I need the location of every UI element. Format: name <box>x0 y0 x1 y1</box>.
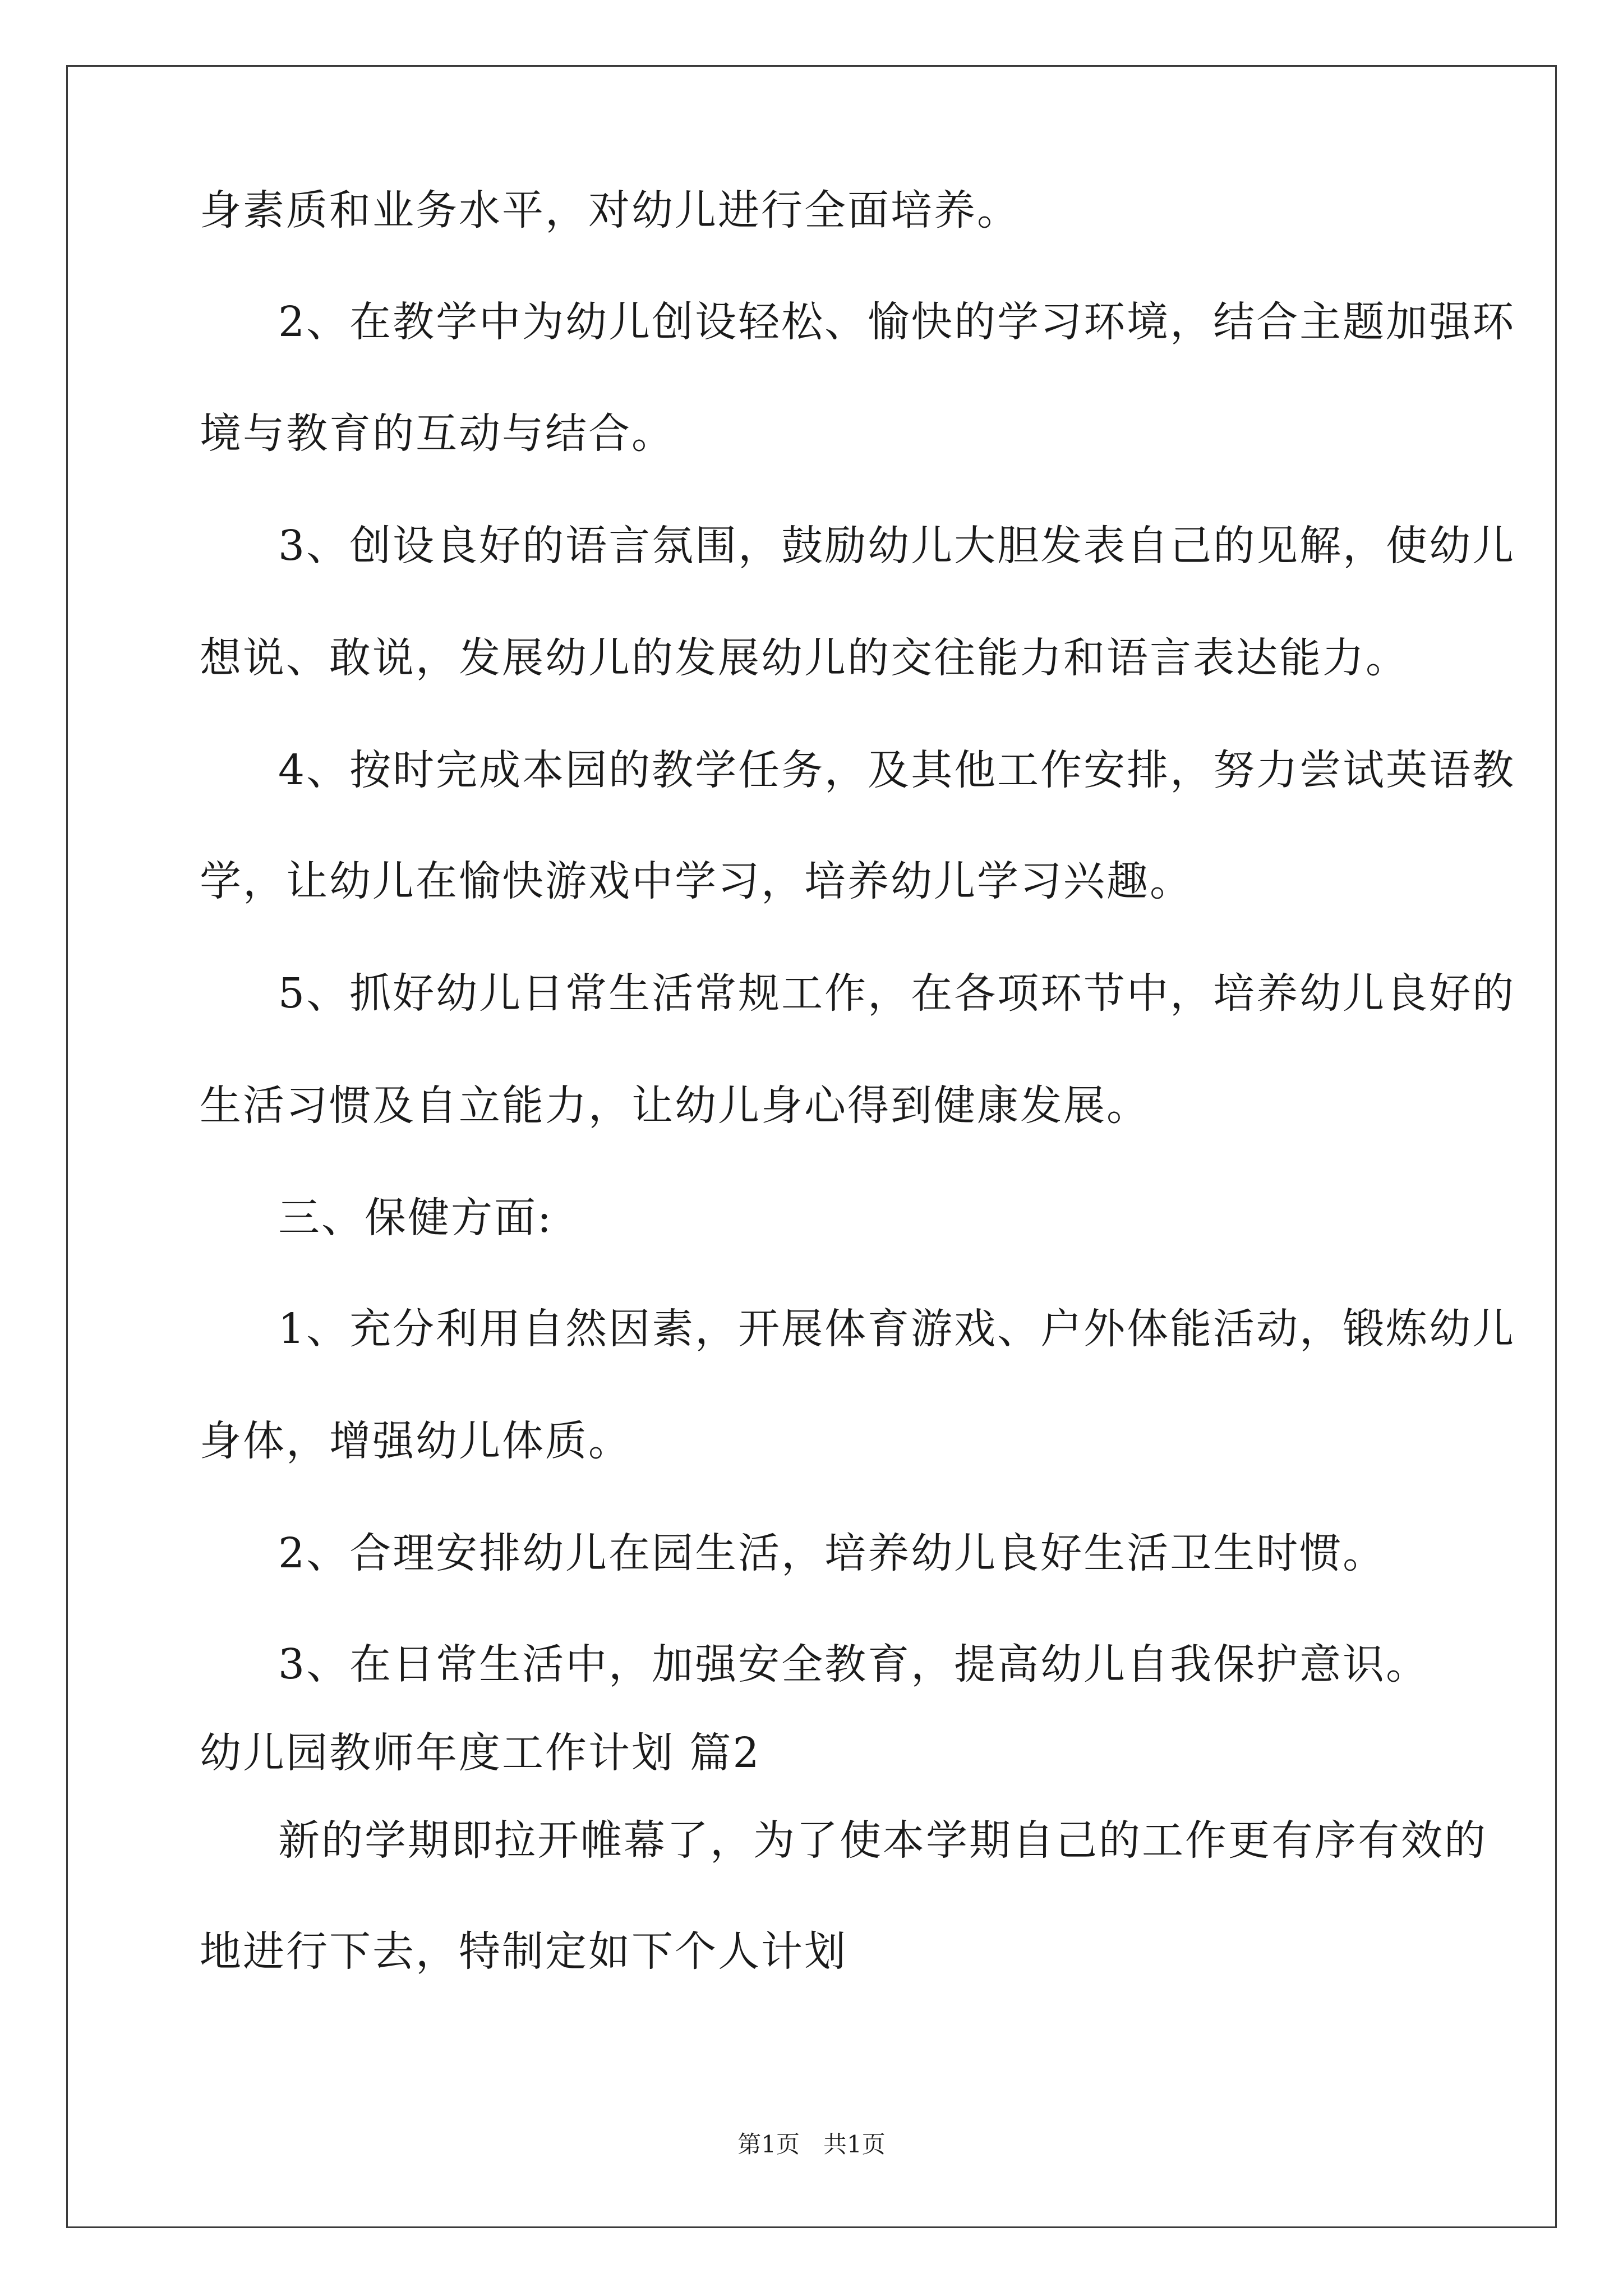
paragraph-line: 学，让幼儿在愉快游戏中学习，培养幼儿学习兴趣。 <box>200 857 1193 905</box>
paragraph-line: 想说、敢说，发展幼儿的发展幼儿的交往能力和语言表达能力。 <box>200 634 1409 682</box>
paragraph-line: 地进行下去，特制定如下个人计划 <box>200 1927 847 1976</box>
article-title: 幼儿园教师年度工作计划 篇2 <box>200 1729 761 1777</box>
paragraph-line: 生活习惯及自立能力，让幼儿身心得到健康发展。 <box>200 1082 1150 1130</box>
paragraph-line: 2、在教学中为幼儿创设轻松、愉快的学习环境，结合主题加强环 <box>278 298 1516 346</box>
page-footer: 第1页 共1页 <box>737 2131 886 2158</box>
paragraph-line: 身素质和业务水平，对幼儿进行全面培养。 <box>200 186 1020 234</box>
paragraph-line: 5、抓好幼儿日常生活常规工作，在各项环节中，培养幼儿良好的 <box>278 969 1516 1018</box>
page-border <box>66 65 1557 2228</box>
paragraph-line: 4、按时完成本园的教学任务，及其他工作安排，努力尝试英语教 <box>278 746 1516 794</box>
paragraph-line: 身体，增强幼儿体质。 <box>200 1417 631 1465</box>
paragraph-line: 2、合理安排幼儿在园生活，培养幼儿良好生活卫生时惯。 <box>278 1529 1386 1577</box>
section-heading: 三、保健方面: <box>278 1194 553 1242</box>
paragraph-line: 新的学期即拉开帷幕了，为了使本学期自己的工作更有序有效的 <box>278 1816 1487 1865</box>
paragraph-line: 境与教育的互动与结合。 <box>200 409 675 458</box>
paragraph-line: 3、创设良好的语言氛围，鼓励幼儿大胆发表自己的见解，使幼儿 <box>278 522 1516 570</box>
paragraph-line: 3、在日常生活中，加强安全教育，提高幼儿自我保护意识。 <box>278 1640 1430 1688</box>
paragraph-line: 1、充分利用自然因素，开展体育游戏、户外体能活动，锻炼幼儿 <box>278 1305 1516 1353</box>
